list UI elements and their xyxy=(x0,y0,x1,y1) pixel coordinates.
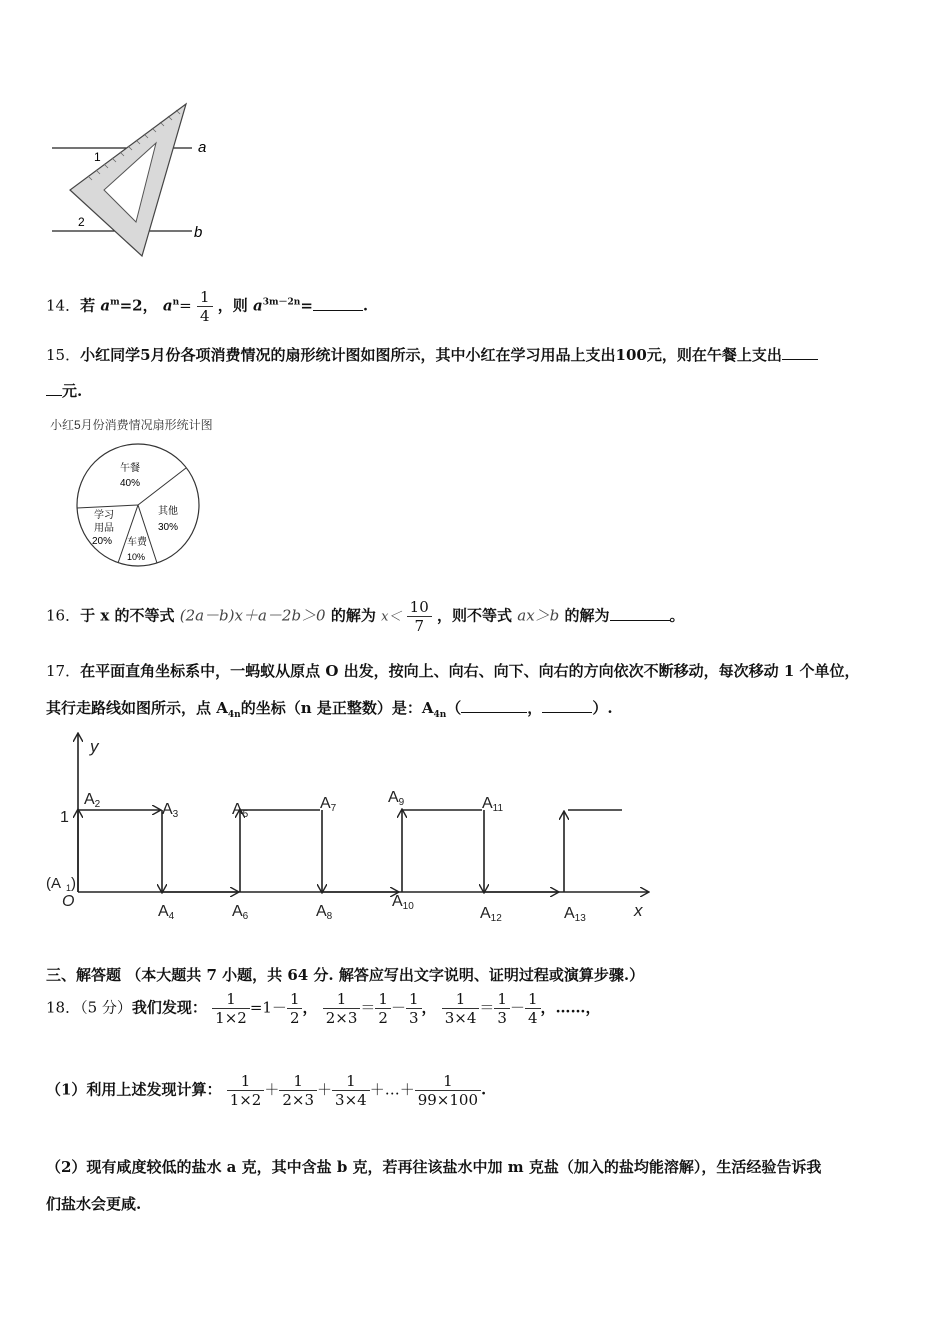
point-label-a12: A12 xyxy=(480,905,502,924)
fraction-ten-sevenths: $\frac{10}{7}$ xyxy=(407,598,432,635)
question-18-part2-line1: （2）现有咸度较低的盐水 a 克，其中含盐 b 克，若再往该盐水中加 m 克盐（加入的盐均能溶解），生活经验告诉我 xyxy=(46,1158,822,1176)
fraction-one-quarter: $\frac{1}{4}$ xyxy=(197,288,213,325)
slice-lunch-label: 午餐 xyxy=(120,463,140,474)
question-15-cont: 元. xyxy=(46,380,82,401)
angle-1-label: 1 xyxy=(94,150,101,164)
point-label-a6: A6 xyxy=(232,903,249,922)
question-18-part2-line2: 们盐水会更咸. xyxy=(46,1195,142,1213)
tick-one-label: 1 xyxy=(60,809,69,826)
pie-chart-title: 小红5月份消费情况扇形统计图 xyxy=(50,418,213,432)
slice-lunch-pct: 40% xyxy=(120,478,141,489)
point-label-a9: A9 xyxy=(388,789,405,808)
point-label-a8: A8 xyxy=(316,903,333,922)
answer-blank-15b[interactable] xyxy=(46,395,62,396)
label-a: a xyxy=(198,139,207,156)
slice-supplies-pct: 20% xyxy=(92,536,113,547)
a1-sub: 1 xyxy=(66,883,72,893)
question-17-line1: 17．在平面直角坐标系中，一蚂蚁从原点 O 出发，按向上、向右、向下、向右的方向依次不断移动，每次移动 1 个单位， xyxy=(46,662,860,680)
point-label-a10: A10 xyxy=(392,893,414,912)
question-16: 16．于 x 的不等式 (2a－b)x＋a－2b＞0 的解为 x＜ $\frac{10}{7}$ ，则不等式 ax＞b 的解为 。 xyxy=(46,598,685,635)
a1-label: (A xyxy=(46,875,61,892)
question-17-line2: 其行走路线如图所示，点 $A_{4n}$的坐标（n 是正整数）是：$A_{4n}$（ ， ）. xyxy=(46,699,613,720)
slice-supplies-label-1: 学习 xyxy=(94,510,114,521)
answer-blank-16[interactable] xyxy=(610,620,670,621)
fraction-1-over-2x3: $\frac{1}{2\times 3}$ xyxy=(323,990,361,1027)
fraction-1-over-3x4: $\frac{1}{3\times 4}$ xyxy=(442,990,480,1027)
point-label-a4: A4 xyxy=(158,903,175,922)
answer-blank-17a[interactable] xyxy=(461,712,527,713)
point-label-a3: A3 xyxy=(162,801,179,820)
point-label-a11: A11 xyxy=(482,795,504,814)
point-label-a2: A2 xyxy=(84,791,101,810)
answer-blank-15a[interactable] xyxy=(782,359,818,360)
point-label-a13: A13 xyxy=(564,905,586,924)
pie-chart xyxy=(74,442,204,568)
x-axis-label: x xyxy=(634,901,643,920)
answer-blank-17b[interactable] xyxy=(542,712,592,713)
point-label-a7: A7 xyxy=(320,795,337,814)
angle-2-label: 2 xyxy=(78,215,85,229)
fraction-1-over-1x2: $\frac{1}{1\times 2}$ xyxy=(212,990,250,1027)
parallel-lines-figure xyxy=(46,98,226,268)
slice-supplies-label-2: 用品 xyxy=(94,523,114,534)
label-b: b xyxy=(194,224,203,241)
question-15: 15．小红同学5月份各项消费情况的扇形统计图如图所示，其中小红在学习用品上支出100元，则在午餐上支出 xyxy=(46,344,818,365)
origin-label: O xyxy=(62,893,75,910)
ant-path-figure xyxy=(44,728,664,924)
point-label-a5: A5 xyxy=(232,801,249,820)
slice-other-label: 其他 xyxy=(158,506,178,517)
y-axis-label: y xyxy=(90,737,99,756)
question-14: 14．若 $a^m=2$， $a^n=$ $\frac{1}{4}$ ，则 $a^{3m-2n}=$ . xyxy=(46,288,369,325)
answer-blank-14[interactable] xyxy=(313,310,363,311)
question-18: 18．（5 分）我们发现： $\frac{1}{1\times 2}$ =1－ $\frac{1}{2}$ ， $\frac{1}{2\times 3}$ ＝ $\frac{1}{2}$ － $\frac{1}{3}$ ， $\frac{1}{3\times 4}$ ＝ $\frac{1}{3}$ － $\frac{1}{4}$ ，……， xyxy=(46,990,601,1027)
slice-fare-label: 车费 xyxy=(127,537,147,548)
slice-fare-pct: 10% xyxy=(127,552,146,562)
question-18-part1: （1）利用上述发现计算： $\frac{1}{1\times 2}$ ＋ $\frac{1}{2\times 3}$ ＋ $\frac{1}{3\times 4}$ ＋…＋ $\frac{1}{99\times 100}$ . xyxy=(46,1072,487,1109)
slice-other-pct: 30% xyxy=(158,522,179,533)
section-3-header: 三、解答题 （本大题共 7 小题，共 64 分. 解答应写出文字说明、证明过程或演算步骤.） xyxy=(46,966,645,984)
a1-paren: ) xyxy=(71,875,76,892)
